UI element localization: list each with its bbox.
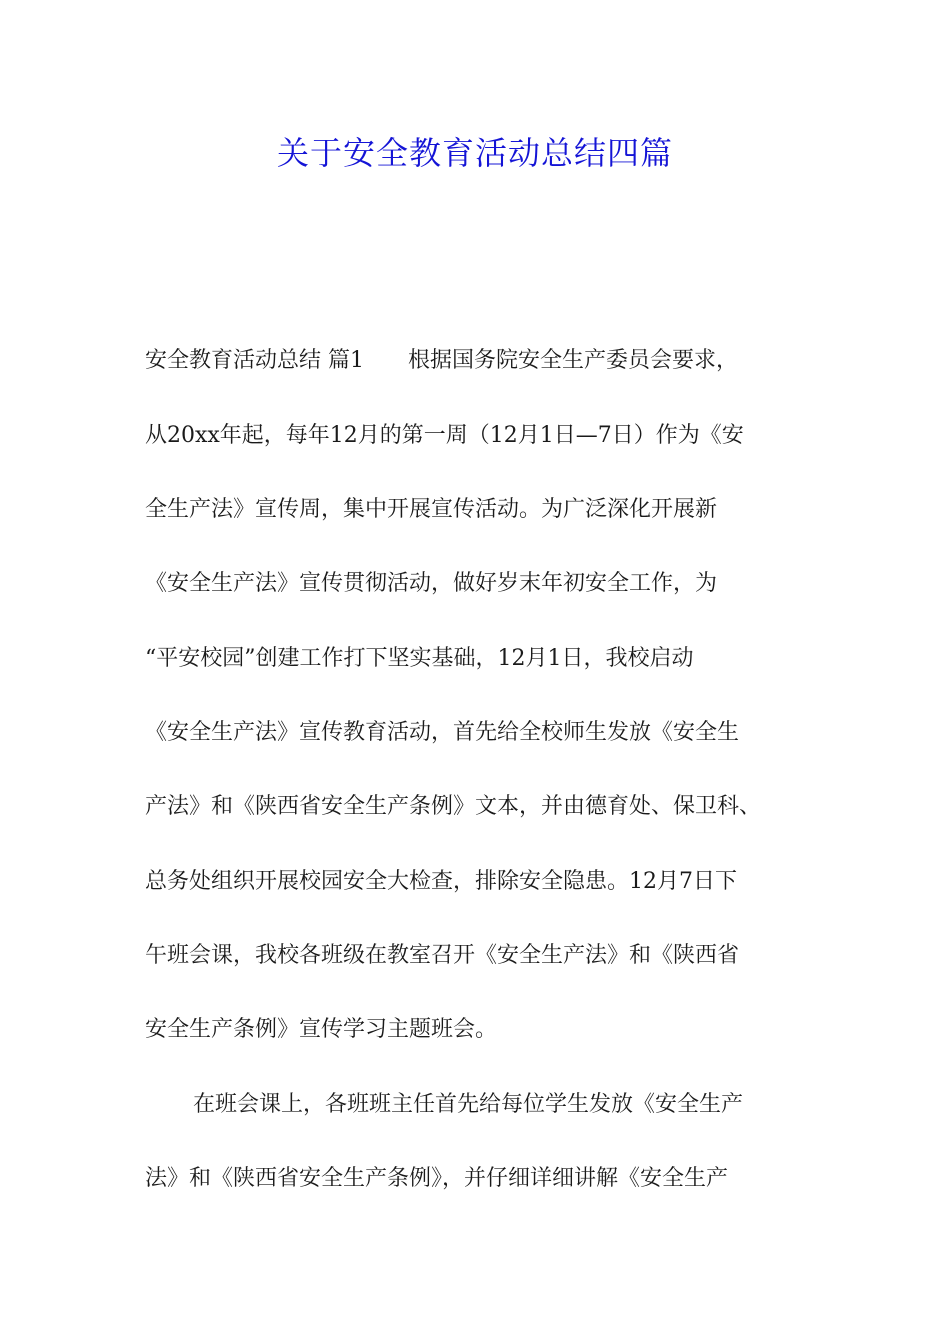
body-line-8: 总务处组织开展校园安全大检查，排除安全隐患。12月7日下 [145, 869, 737, 894]
body-line-12: 法》和《陕西省安全生产条例》，并仔细详细讲解《安全生产 [145, 1166, 729, 1191]
body-line-7: 产法》和《陕西省安全生产条例》文本，并由德育处、保卫科、 [145, 794, 762, 819]
body-line-6: 《安全生产法》宣传教育活动，首先给全校师生发放《安全生 [145, 720, 740, 745]
body-line-9: 午班会课，我校各班级在教室召开《安全生产法》和《陕西省 [145, 943, 740, 968]
body-line-1: 安全教育活动总结 篇1 根据国务院安全生产委员会要求， [145, 348, 738, 373]
body-line-5: “平安校园”创建工作打下坚实基础，12月1日，我校启动 [145, 646, 694, 671]
body-line-4: 《安全生产法》宣传贯彻活动，做好岁末年初安全工作，为 [145, 571, 718, 596]
body-line-11: 在班会课上，各班班主任首先给每位学生发放《安全生产 [193, 1092, 744, 1117]
body-line-3: 全生产法》宣传周，集中开展宣传活动。为广泛深化开展新 [145, 497, 718, 522]
body-line-2: 从20xx年起，每年12月的第一周（12月1日—7日）作为《安 [145, 423, 744, 448]
body-line-10: 安全生产条例》宣传学习主题班会。 [145, 1017, 498, 1042]
document-title: 关于安全教育活动总结四篇 [276, 134, 673, 172]
